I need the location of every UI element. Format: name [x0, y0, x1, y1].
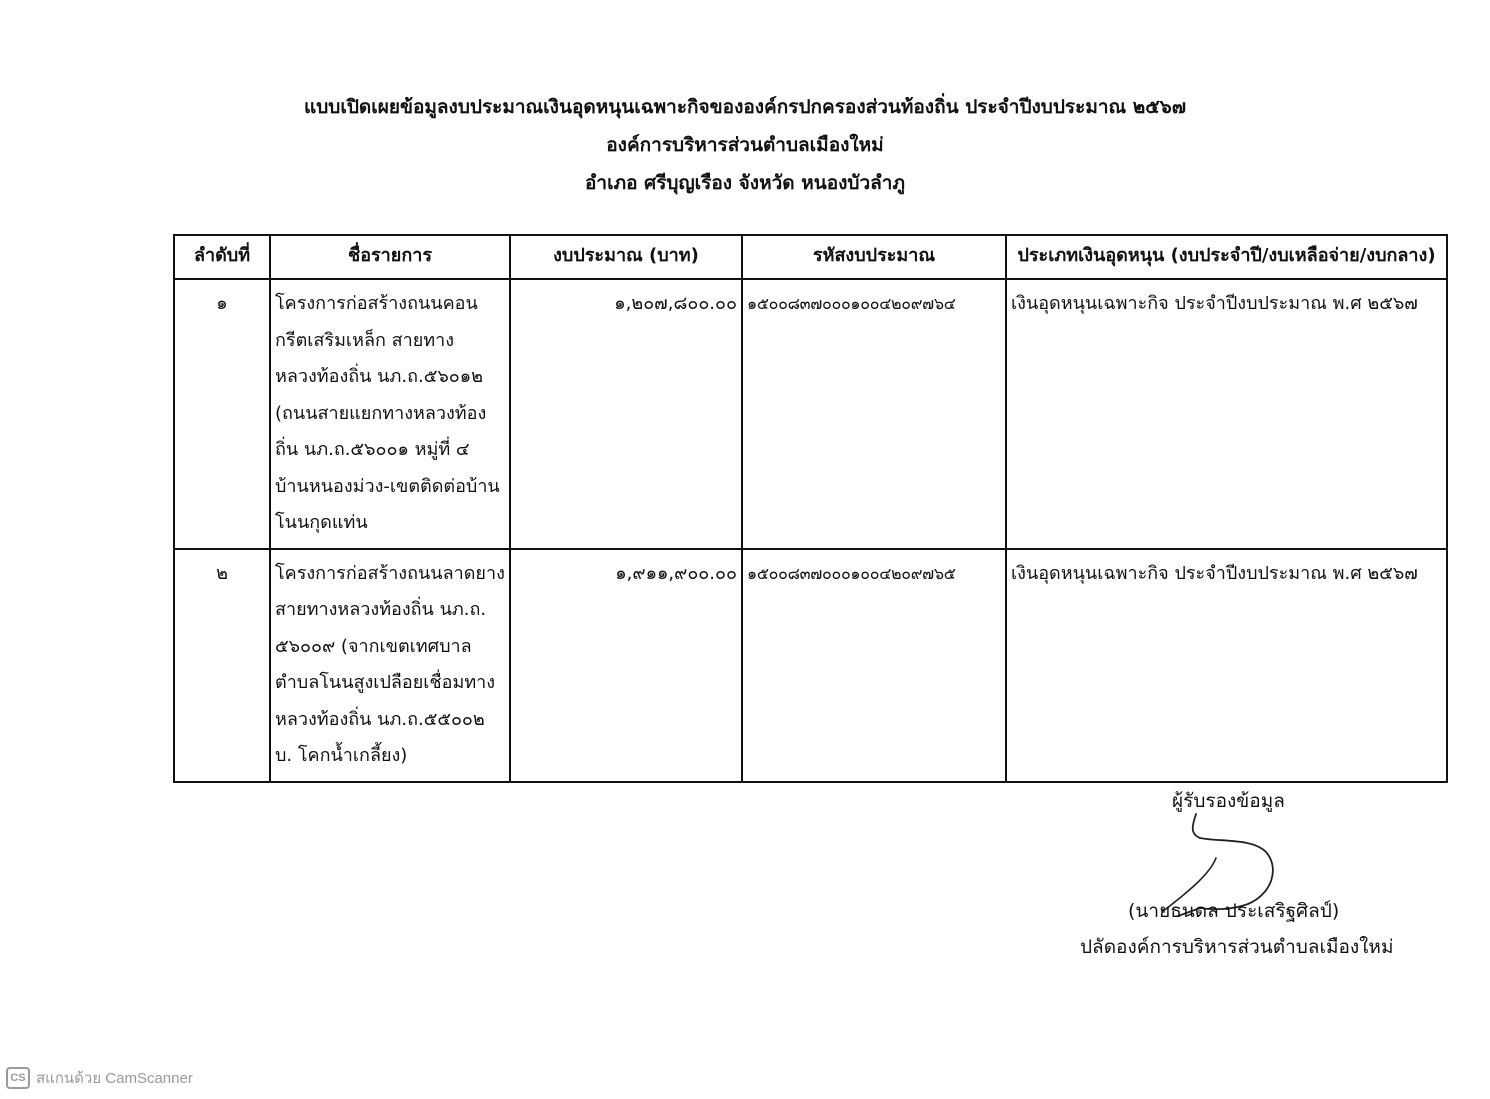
signer-name: (นายธนดล ประเสริฐศิลป์) [1128, 900, 1340, 922]
row-seq: ๒ [174, 549, 270, 782]
table-row [174, 279, 1447, 549]
project-name-line: กรีตเสริมเหล็ก สายทาง [275, 329, 454, 351]
row-budget-amount: ๑,๙๑๑,๙๐๐.๐๐ [510, 549, 742, 782]
scanner-watermark-text: สแกนด้วย CamScanner [36, 1070, 193, 1087]
column-header-type: ประเภทเงินอุดหนุน (งบประจำปี/งบเหลือจ่าย/งบกลาง) [1006, 235, 1447, 279]
project-name-line: บ. โคกน้ำเกลี้ยง) [275, 745, 408, 766]
project-name-line: โครงการก่อสร้างถนนลาดยาง [275, 562, 505, 584]
project-name-line: หลวงท้องถิ่น นภ.ถ.๕๖๐๑๒ [275, 366, 484, 387]
document-title: แบบเปิดเผยข้อมูลงบประมาณเงินอุดหนุนเฉพาะกิจขององค์กรปกครองส่วนท้องถิ่น ประจำปีงบประมาณ ๒๕๖๗ [303, 96, 1187, 118]
project-name-line: (ถนนสายแยกทางหลวงท้อง [275, 402, 487, 424]
row-project-name [270, 549, 510, 782]
table-header-row [174, 235, 1447, 279]
row-budget-code: ๑๕๐๐๘๓๗๐๐๐๑๐๐๔๒๐๙๗๖๕ [742, 549, 1006, 782]
project-name-line: สายทางหลวงท้องถิ่น นภ.ถ. [275, 599, 487, 620]
project-name-line: หลวงท้องถิ่น นภ.ถ.๕๕๐๐๒ [275, 708, 485, 730]
project-name-line: ๕๖๐๐๙ (จากเขตเทศบาล [275, 635, 472, 657]
location-line: อำเภอ ศรีบุญเรือง จังหวัด หนองบัวลำภู [585, 172, 905, 194]
column-header-name: ชื่อรายการ [270, 235, 510, 279]
row-project-name [270, 279, 510, 549]
project-name-line: โครงการก่อสร้างถนนคอน [275, 293, 478, 314]
certifier-label: ผู้รับรองข้อมูล [1172, 790, 1285, 812]
project-name-line: โนนกุดแท่น [275, 512, 368, 533]
row-subsidy-type: เงินอุดหนุนเฉพาะกิจ ประจำปีงบประมาณ พ.ศ ๒๕๖๗ [1006, 279, 1447, 549]
column-header-code: รหัสงบประมาณ [742, 235, 1006, 279]
signer-position: ปลัดองค์การบริหารส่วนตำบลเมืองใหม่ [1080, 936, 1394, 958]
row-budget-amount: ๑,๒๐๗,๘๐๐.๐๐ [510, 279, 742, 549]
column-header-seq: ลำดับที่ [174, 235, 270, 279]
scanner-watermark [6, 1066, 193, 1090]
camscanner-logo-icon: CS [6, 1067, 30, 1089]
row-budget-code: ๑๕๐๐๘๓๗๐๐๐๑๐๐๔๒๐๙๗๖๔ [742, 279, 1006, 549]
budget-table [173, 234, 1448, 783]
row-seq: ๑ [174, 279, 270, 549]
row-subsidy-type: เงินอุดหนุนเฉพาะกิจ ประจำปีงบประมาณ พ.ศ ๒๕๖๗ [1006, 549, 1447, 782]
project-name-line: ถิ่น นภ.ถ.๕๖๐๐๑ หมู่ที่ ๔ [275, 439, 470, 460]
table-row [174, 549, 1447, 782]
project-name-line: ตำบลโนนสูงเปลือยเชื่อมทาง [275, 672, 496, 693]
organization-name: องค์การบริหารส่วนตำบลเมืองใหม่ [606, 134, 884, 156]
column-header-budget: งบประมาณ (บาท) [510, 235, 742, 279]
project-name-line: บ้านหนองม่วง-เขตติดต่อบ้าน [275, 475, 500, 497]
